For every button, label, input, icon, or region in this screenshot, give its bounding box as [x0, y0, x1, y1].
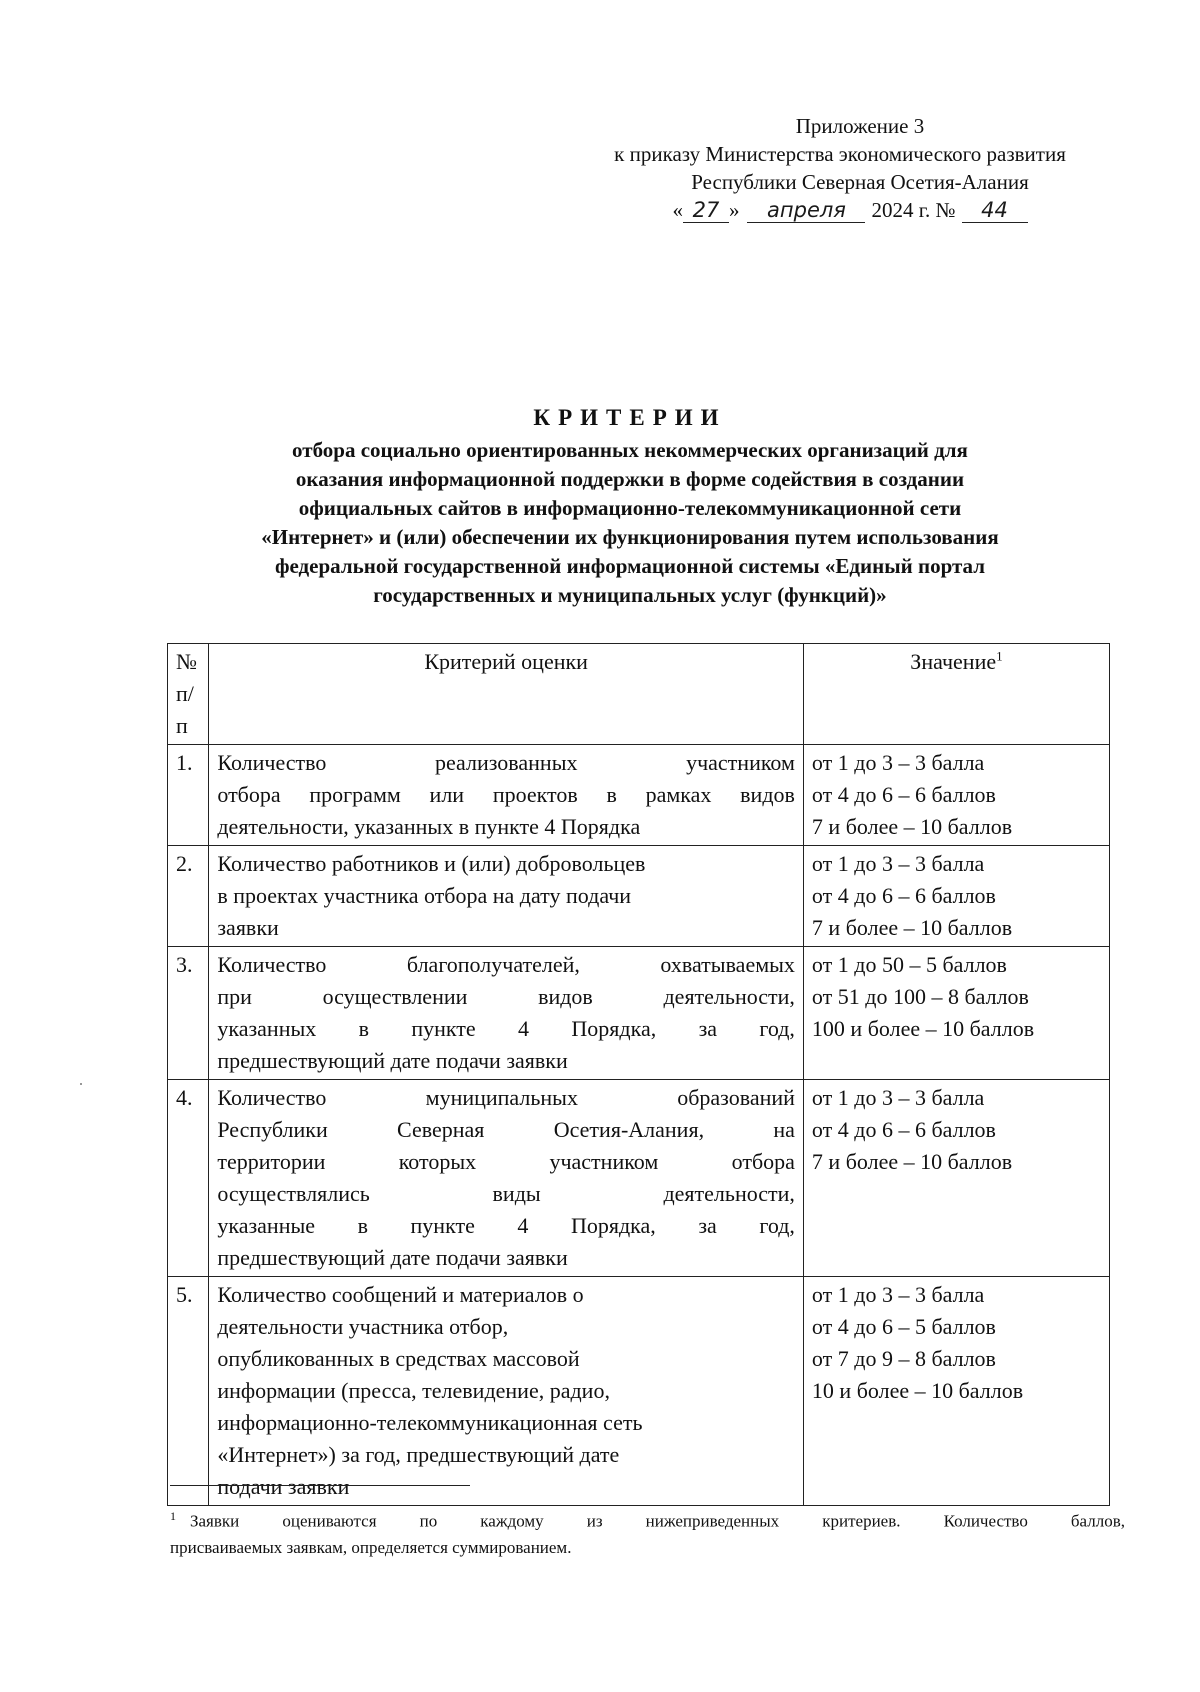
value-line: от 4 до 6 – 6 баллов	[811, 883, 996, 908]
footnote-text-line1: Заявки оцениваются по каждому из нижеприведенных критериев. Количество баллов,	[190, 1511, 1125, 1531]
header-number-line2: п/п	[176, 681, 194, 738]
footnote-mark: 1	[170, 1509, 176, 1523]
criterion-line: информационно-телекоммуникационная сеть	[217, 1410, 643, 1435]
table-row	[168, 846, 1110, 947]
criterion-line: Количество работников и (или) добровольцев	[217, 851, 646, 876]
footnote-line1	[170, 1503, 1125, 1535]
criterion-line: Количество реализованных участником	[217, 750, 795, 775]
date-close-quote: »	[728, 198, 740, 222]
criteria-table	[167, 643, 1110, 1506]
date-day-handwritten: 27	[683, 198, 729, 223]
row-criterion	[209, 1277, 804, 1506]
criterion-line: Количество муниципальных образований	[217, 1085, 795, 1110]
value-line: 100 и более – 10 баллов	[811, 1016, 1035, 1041]
criterion-line: указанных в пункте 4 Порядка, за год,	[217, 1016, 795, 1041]
value-line: от 1 до 3 – 3 балла	[811, 1282, 985, 1307]
value-line: 7 и более – 10 баллов	[811, 1149, 1013, 1174]
subtitle-line: официальных сайтов в информационно-телекоммуникационной сети	[298, 496, 962, 520]
criterion-line: «Интернет») за год, предшествующий дате	[217, 1442, 620, 1467]
value-line: от 1 до 3 – 3 балла	[811, 1085, 985, 1110]
header-value	[803, 644, 1109, 745]
date-year-text: 2024 г. №	[871, 198, 956, 222]
criterion-line: заявки	[217, 915, 279, 940]
row-criterion	[209, 846, 804, 947]
row-value	[803, 1277, 1109, 1506]
order-number-handwritten: 44	[962, 198, 1028, 223]
title-heading: КРИТЕРИИ	[533, 405, 727, 430]
subtitle-line: государственных и муниципальных услуг (функций)»	[373, 583, 887, 607]
row-criterion	[209, 1080, 804, 1277]
appendix-republic: Республики Северная Осетия-Алания	[691, 170, 1029, 194]
value-line: от 4 до 6 – 6 баллов	[811, 782, 996, 807]
value-line: 10 и более – 10 баллов	[811, 1378, 1024, 1403]
footnote	[170, 1503, 1125, 1561]
table-row	[168, 1080, 1110, 1277]
row-number: 3.	[168, 947, 209, 1080]
criterion-line: Количество благополучателей, охватываемых	[217, 952, 795, 977]
date-month-handwritten: апреля	[747, 198, 865, 223]
footnote-line2: присваиваемых заявкам, определяется суммированием.	[170, 1537, 572, 1557]
subtitle-line: «Интернет» и (или) обеспечении их функционирования путем использования	[261, 525, 999, 549]
value-line: от 1 до 50 – 5 баллов	[811, 952, 1007, 977]
criterion-line: опубликованных в средствах массовой	[217, 1346, 580, 1371]
header-value-footnote-mark: 1	[996, 648, 1003, 664]
criterion-line: подачи заявки	[217, 1474, 350, 1499]
criterion-line: Количество сообщений и материалов о	[217, 1282, 584, 1307]
value-line: от 1 до 3 – 3 балла	[811, 851, 985, 876]
value-line: 7 и более – 10 баллов	[811, 915, 1013, 940]
criterion-line: в проектах участника отбора на дату подачи	[217, 883, 632, 908]
row-criterion	[209, 947, 804, 1080]
row-value	[803, 1080, 1109, 1277]
row-number: 4.	[168, 1080, 209, 1277]
row-number: 2.	[168, 846, 209, 947]
appendix-date-line	[560, 196, 1120, 224]
subtitle-line: отбора социально ориентированных некоммерческих организаций для	[292, 438, 968, 462]
criterion-line: предшествующий дате подачи заявки	[217, 1245, 568, 1270]
value-line: от 1 до 3 – 3 балла	[811, 750, 985, 775]
criterion-line: Республики Северная Осетия-Алания, на	[217, 1117, 795, 1142]
header-number-line1: №	[176, 649, 197, 674]
criterion-line: отбора программ или проектов в рамках видов	[217, 782, 795, 807]
table-row	[168, 745, 1110, 846]
criterion-line: территории которых участником отбора	[217, 1149, 795, 1174]
value-line: 7 и более – 10 баллов	[811, 814, 1013, 839]
criterion-line: при осуществлении видов деятельности,	[217, 984, 795, 1009]
subtitle-line: оказания информационной поддержки в форме содействия в создании	[295, 467, 965, 491]
appendix-title: Приложение 3	[795, 114, 925, 138]
header-value-label: Значение	[910, 649, 997, 674]
criterion-line: предшествующий дате подачи заявки	[217, 1048, 568, 1073]
title-subtitle	[150, 436, 1110, 610]
criterion-line: указанные в пункте 4 Порядка, за год,	[217, 1213, 795, 1238]
criterion-line: осуществлялись виды деятельности,	[217, 1181, 795, 1206]
value-line: от 7 до 9 – 8 баллов	[811, 1346, 996, 1371]
row-number: 1.	[168, 745, 209, 846]
appendix-block	[560, 112, 1120, 224]
value-line: от 51 до 100 – 8 баллов	[811, 984, 1029, 1009]
header-criterion: Критерий оценки	[209, 644, 804, 745]
scan-speck	[80, 1083, 82, 1085]
row-criterion	[209, 745, 804, 846]
table-row	[168, 947, 1110, 1080]
criterion-line: деятельности, указанных в пункте 4 Порядка	[217, 814, 641, 839]
row-number: 5.	[168, 1277, 209, 1506]
row-value	[803, 846, 1109, 947]
table-row	[168, 1277, 1110, 1506]
footnote-divider	[170, 1485, 470, 1486]
row-value	[803, 745, 1109, 846]
value-line: от 4 до 6 – 6 баллов	[811, 1117, 996, 1142]
criterion-line: деятельности участника отбор,	[217, 1314, 509, 1339]
date-open-quote: «	[672, 198, 683, 222]
criterion-line: информации (пресса, телевидение, радио,	[217, 1378, 610, 1403]
appendix-order-ref: к приказу Министерства экономического развития	[614, 142, 1066, 166]
document-title	[150, 402, 1110, 610]
header-number	[168, 644, 209, 745]
subtitle-line: федеральной государственной информационной системы «Единый портал	[274, 554, 986, 578]
value-line: от 4 до 6 – 5 баллов	[811, 1314, 996, 1339]
row-value	[803, 947, 1109, 1080]
table-header-row	[168, 644, 1110, 745]
